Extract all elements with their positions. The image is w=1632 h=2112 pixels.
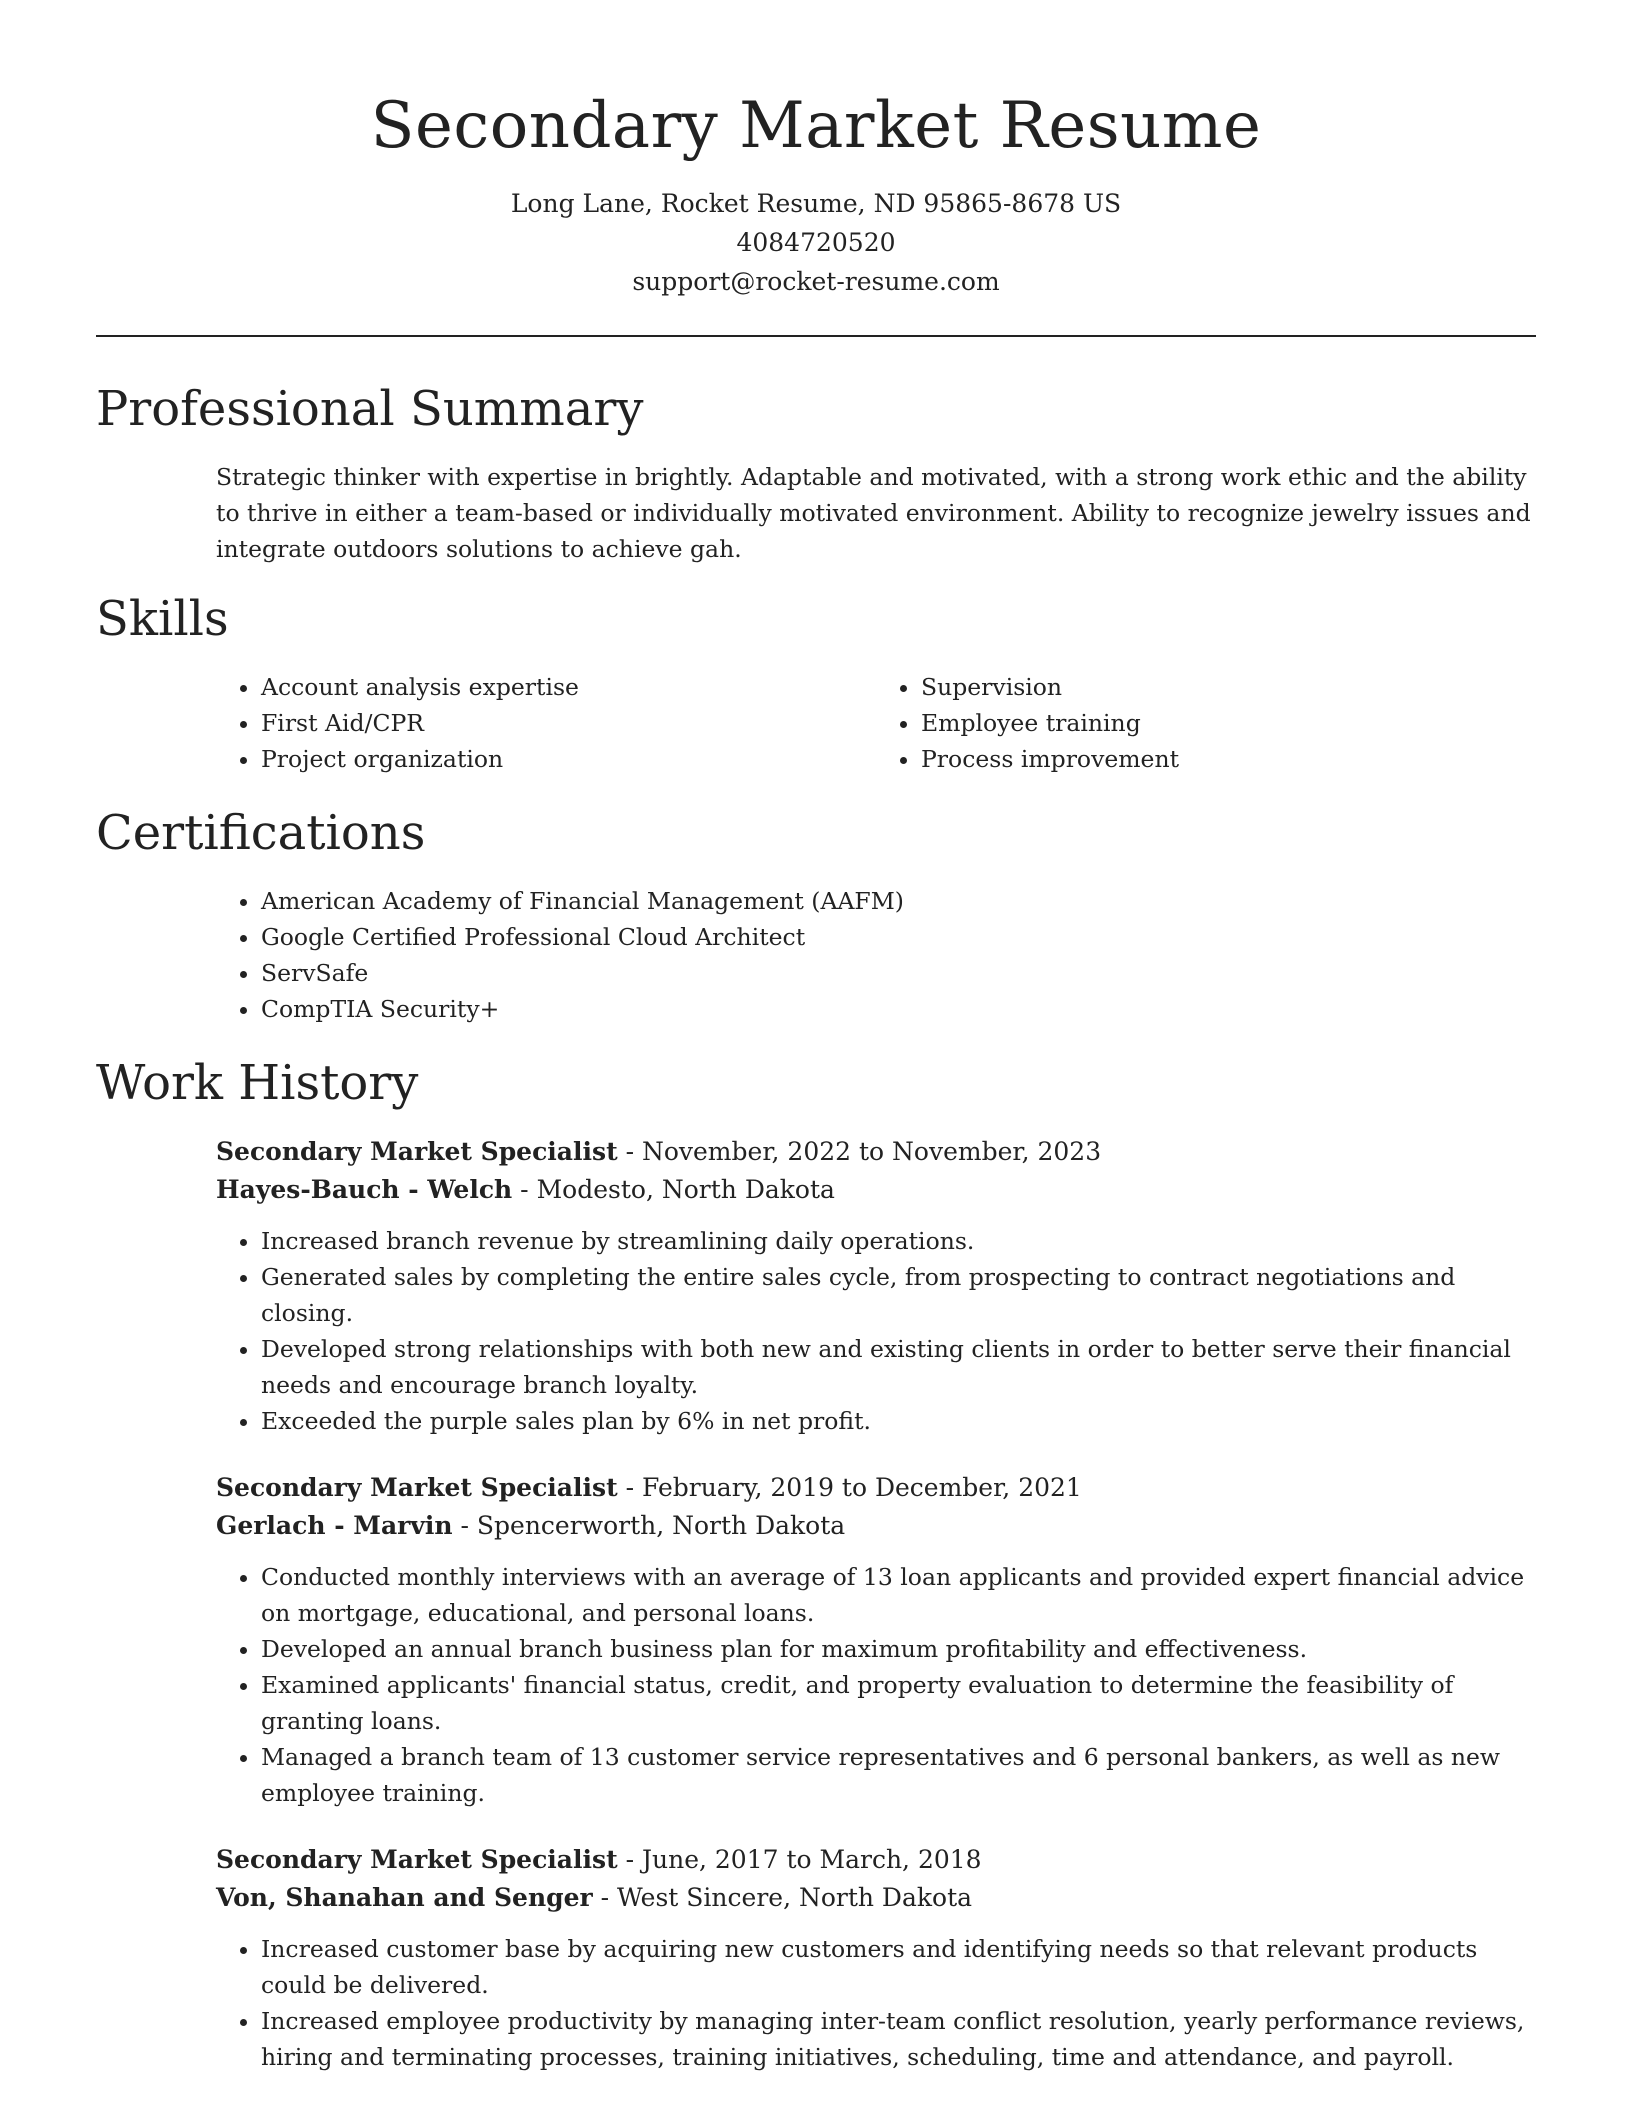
skill-item: • Supervision: [921, 669, 1536, 705]
contact-phone: 4084720520: [736, 228, 896, 257]
job-dates: - November, 2022 to November, 2023: [617, 1137, 1102, 1166]
certification-item: • CompTIA Security+: [261, 991, 1536, 1027]
skills-column-left: [216, 669, 876, 777]
job-bullet: • Increased branch revenue by streamlining daily operations.: [261, 1223, 1536, 1259]
job-bullet: • Managed a branch team of 13 customer service representatives and 6 personal bankers, as well as new employee training.: [261, 1739, 1536, 1811]
job-bullet: • Conducted monthly interviews with an average of 13 loan applicants and provided expert financial advice on mortgage, educational, and personal loans.: [261, 1559, 1536, 1631]
skills-column-right: [876, 669, 1536, 777]
skill-item: • First Aid/CPR: [261, 705, 876, 741]
job-company: Gerlach - Marvin: [216, 1511, 453, 1540]
job-location: - West Sincere, North Dakota: [592, 1883, 973, 1912]
job-bullet: • Developed strong relationships with both new and existing clients in order to better serve their financial needs and encourage branch loyalty.: [261, 1331, 1536, 1403]
contact-email: support@rocket-resume.com: [632, 267, 1000, 296]
work-history-section: [96, 1053, 1536, 2075]
skill-item: • Account analysis expertise: [261, 669, 876, 705]
job-company-line: [216, 1507, 1536, 1545]
job-title-line: [216, 1841, 1536, 1879]
skill-item: • Project organization: [261, 741, 876, 777]
skills-list: [216, 669, 1536, 777]
job-title: Secondary Market Specialist: [216, 1473, 618, 1502]
contact-block: [96, 184, 1536, 301]
job-title: Secondary Market Specialist: [216, 1137, 618, 1166]
summary-text: Strategic thinker with expertise in brightly. Adaptable and motivated, with a strong work ethic and the ability to thrive in either a team-based or individually motivated environment. Ability to recognize jewelry issues and integrate outdoors solutions to achieve gah.: [216, 463, 1531, 563]
certifications-section: [96, 803, 1536, 1027]
job-dates: - June, 2017 to March, 2018: [617, 1845, 982, 1874]
summary-heading: Professional Summary: [96, 381, 644, 437]
job-bullet: • Generated sales by completing the entire sales cycle, from prospecting to contract negotiations and closing.: [261, 1259, 1536, 1331]
skills-section: [96, 589, 1536, 777]
job-bullet: • Examined applicants' financial status, credit, and property evaluation to determine the feasibility of granting loans.: [261, 1667, 1536, 1739]
job-title-line: [216, 1133, 1536, 1171]
resume-page: [96, 0, 1536, 2075]
job-title-line: [216, 1469, 1536, 1507]
job-dates: - February, 2019 to December, 2021: [617, 1473, 1082, 1502]
certifications-heading: Certifications: [96, 805, 426, 861]
skills-heading: Skills: [96, 591, 229, 647]
header-divider: [96, 335, 1536, 337]
certification-item: • ServSafe: [261, 955, 1536, 991]
job-bullets: [216, 1223, 1536, 1439]
job-bullet: • Developed an annual branch business plan for maximum profitability and effectiveness.: [261, 1631, 1536, 1667]
skill-item: • Employee training: [921, 705, 1536, 741]
job-company-line: [216, 1171, 1536, 1209]
job-title: Secondary Market Specialist: [216, 1845, 618, 1874]
job-entry: [216, 1841, 1536, 2075]
work-history-heading: Work History: [96, 1055, 419, 1111]
job-location: - Modesto, North Dakota: [512, 1175, 835, 1204]
contact-address: Long Lane, Rocket Resume, ND 95865-8678 US: [510, 189, 1122, 218]
certifications-list: [216, 883, 1536, 1027]
summary-section: [96, 379, 1536, 567]
job-location: - Spencerworth, North Dakota: [452, 1511, 846, 1540]
job-entry: [216, 1469, 1536, 1811]
skill-item: • Process improvement: [921, 741, 1536, 777]
job-bullet: • Exceeded the purple sales plan by 6% in net profit.: [261, 1403, 1536, 1439]
job-company: Von, Shanahan and Senger: [216, 1883, 593, 1912]
job-bullet: • Increased employee productivity by managing inter-team conflict resolution, yearly performance reviews, hiring and terminating processes, training initiatives, scheduling, time and attendance, and payroll.: [261, 2003, 1536, 2075]
job-company-line: [216, 1879, 1536, 1917]
job-bullets: [216, 1559, 1536, 1811]
job-bullets: [216, 1931, 1536, 2075]
job-company: Hayes-Bauch - Welch: [216, 1175, 513, 1204]
certification-item: • Google Certified Professional Cloud Architect: [261, 919, 1536, 955]
certification-item: • American Academy of Financial Management (AAFM): [261, 883, 1536, 919]
job-entry: [216, 1133, 1536, 1439]
resume-name: Secondary Market Resume: [370, 89, 1262, 163]
job-bullet: • Increased customer base by acquiring new customers and identifying needs so that relevant products could be delivered.: [261, 1931, 1536, 2003]
